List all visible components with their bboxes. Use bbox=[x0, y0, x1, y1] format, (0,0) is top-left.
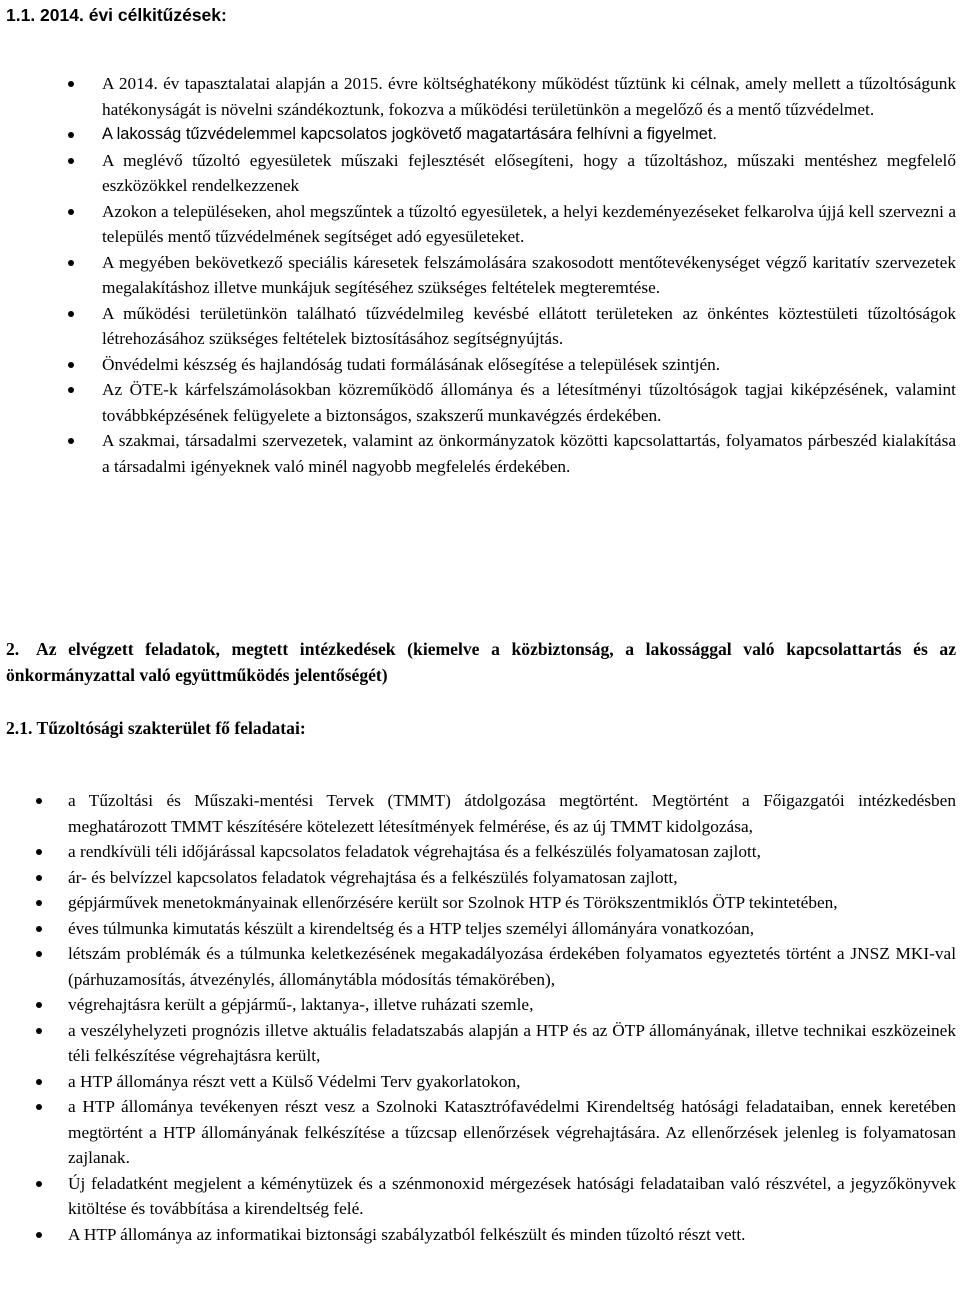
list-item bbox=[68, 1018, 956, 1069]
list-item-text: A lakosság tűzvédelemmel kapcsolatos jogkövető magatartására felhívni a figyelmet. bbox=[102, 125, 717, 143]
bullet-icon bbox=[68, 362, 74, 368]
bullet-icon bbox=[68, 311, 74, 317]
bullet-icon bbox=[68, 387, 74, 393]
section-2-title: Az elvégzett feladatok, megtett intézkedések (kiemelve a közbiztonság, a lakossággal való kapcsolattartás és az önkormányzattal való együttműködés jelentőségét) bbox=[6, 639, 956, 685]
list-item-text: a HTP állománya tevékenyen részt vesz a Szolnoki Katasztrófavédelmi Kirendeltség hatósági feladataiban, ennek keretében megtörtént a HTP állományának felkészítése a tűzcsap ellenőrzések végrehajtására. Az ellenőrzések jelenleg is folyamatosan zajlanak. bbox=[68, 1097, 956, 1167]
list-item bbox=[68, 992, 956, 1018]
list-item bbox=[68, 788, 956, 839]
list-item bbox=[102, 122, 956, 148]
list-item-text: végrehajtásra került a gépjármű-, laktanya-, illetve ruházati szemle, bbox=[68, 995, 534, 1014]
bullet-icon bbox=[36, 900, 42, 906]
bullet-icon bbox=[68, 260, 74, 266]
list-item-text: A megyében bekövetkező speciális káresetek felszámolására szakosodott mentőtevékenységet végző karitatív szervezetek megalakításhoz illetve munkájuk segítéséhez szükséges feltételek megteremtése. bbox=[102, 252, 956, 297]
list-item bbox=[102, 301, 956, 352]
list-item-text: Új feladatként megjelent a kéménytüzek és a szénmonoxid mérgezések hatósági feladataiban való részvétel, a jegyzőkönyvek kitöltése és továbbítása a kirendeltség felé. bbox=[68, 1173, 956, 1218]
list-item-text: ár- és belvízzel kapcsolatos feladatok végrehajtása és a felkészülés folyamatosan zajlott, bbox=[68, 867, 678, 887]
list-item bbox=[68, 890, 956, 916]
list-item-text: Önvédelmi készség és hajlandóság tudati formálásának elősegítése a települések szintjén. bbox=[102, 354, 721, 374]
list-item-text: A HTP állománya az informatikai biztonsági szabályzatból felkészült és minden tűzoltó részt vett. bbox=[68, 1224, 746, 1244]
list-item bbox=[102, 352, 956, 378]
list-item bbox=[68, 916, 956, 942]
list-item-text: A szakmai, társadalmi szervezetek, valamint az önkormányzatok közötti kapcsolattartás, folyamatos párbeszéd kialakítása a társadalmi igényeknek való minél nagyobb megfelelés érdekében. bbox=[102, 431, 956, 476]
list-item-text: A 2014. év tapasztalatai alapján a 2015. évre költséghatékony működést tűztünk ki célnak, amely mellett a tűzoltóságunk hatékonyságát is növelni szándékoztunk, fokozva a működési területünkön a megelőző és a mentő tűzvédelmet. bbox=[102, 74, 956, 119]
tasks-list bbox=[68, 788, 956, 1247]
list-item-text: létszám problémák és a túlmunka keletkezésének megakadályozása érdekében folyamatos egyeztetés történt a JNSZ MKI-val (párhuzamosítás, átvezénylés, állománytábla módosítás témakörében), bbox=[68, 944, 956, 989]
section-2-number: 2. bbox=[6, 639, 20, 659]
list-item bbox=[68, 865, 956, 891]
section-1-1-heading: 1.1. 2014. évi célkitűzések: bbox=[6, 5, 227, 25]
list-item bbox=[102, 377, 956, 428]
bullet-icon bbox=[36, 1079, 42, 1085]
list-item-text: a rendkívüli téli időjárással kapcsolatos feladatok végrehajtása és a felkészülés folyamatosan zajlott, bbox=[68, 842, 761, 861]
bullet-icon bbox=[36, 798, 42, 804]
bullet-icon bbox=[36, 849, 42, 855]
bullet-icon bbox=[36, 951, 42, 957]
bullet-icon bbox=[36, 1028, 42, 1034]
bullet-icon bbox=[68, 81, 74, 87]
list-item bbox=[102, 148, 956, 199]
bullet-icon bbox=[36, 1104, 42, 1110]
bullet-icon bbox=[68, 209, 74, 215]
section-2-1-heading: 2.1. Tűzoltósági szakterület fő feladatai: bbox=[6, 718, 306, 738]
list-item-text: A működési területünkön található tűzvédelmileg kevésbé ellátott területeken az önkéntes köztestületi tűzoltóságok létrehozásához szükséges feltételek biztosításához segítségnyújtás. bbox=[102, 303, 956, 348]
bullet-icon bbox=[36, 1181, 42, 1187]
list-item bbox=[68, 1222, 956, 1248]
list-item-text: Azokon a településeken, ahol megszűntek a tűzoltó egyesületek, a helyi kezdeményezéseket felkarolva újjá kell szervezni a település mentő tűzvédelmének segítséget adó egyesületeket. bbox=[102, 201, 956, 246]
section-2-heading bbox=[6, 637, 956, 688]
list-item bbox=[68, 1171, 956, 1222]
list-item-text: a veszélyhelyzeti prognózis illetve aktuális feladatszabás alapján a HTP és az ÖTP állományának, illetve technikai eszközeinek téli felkészítése végrehajtásra került, bbox=[68, 1020, 956, 1065]
list-item bbox=[68, 1069, 956, 1095]
list-item bbox=[102, 71, 956, 122]
list-item bbox=[102, 250, 956, 301]
bullet-icon bbox=[36, 875, 42, 881]
list-item-text: A meglévő tűzoltó egyesületek műszaki fejlesztését elősegíteni, hogy a tűzoltáshoz, műszaki mentéshez megfelelő eszközökkel rendelkezzenek bbox=[102, 150, 956, 195]
bullet-icon bbox=[68, 132, 74, 138]
list-item-text: a HTP állománya részt vett a Külső Védelmi Terv gyakorlatokon, bbox=[68, 1071, 521, 1091]
bullet-icon bbox=[36, 1232, 42, 1238]
list-item bbox=[68, 839, 956, 865]
bullet-icon bbox=[68, 158, 74, 164]
list-item-text: éves túlmunka kimutatás készült a kirendeltség és a HTP teljes személyi állományára vonatkozóan, bbox=[68, 918, 755, 938]
bullet-icon bbox=[36, 1002, 42, 1008]
list-item bbox=[68, 941, 956, 992]
bullet-icon bbox=[36, 926, 42, 932]
list-item-text: Az ÖTE-k kárfelszámolásokban közreműködő állománya és a létesítményi tűzoltóságok tagjai kiképzésének, valamint továbbképzésének felügyelete a biztonságos, szakszerű munkavégzés érdekében. bbox=[102, 380, 956, 425]
goals-list bbox=[102, 71, 956, 479]
list-item bbox=[102, 428, 956, 479]
list-item-text: gépjárművek menetokmányainak ellenőrzésére került sor Szolnok HTP és Törökszentmiklós ÖTP tekintetében, bbox=[68, 893, 838, 912]
list-item bbox=[102, 199, 956, 250]
bullet-icon bbox=[68, 438, 74, 444]
list-item bbox=[68, 1094, 956, 1171]
list-item-text: a Tűzoltási és Műszaki-mentési Tervek (TMMT) átdolgozása megtörtént. Megtörtént a Főigazgatói intézkedésben meghatározott TMMT készítésére kötelezett létesítmények felmérése, és az új TMMT kidolgozása, bbox=[68, 791, 956, 836]
